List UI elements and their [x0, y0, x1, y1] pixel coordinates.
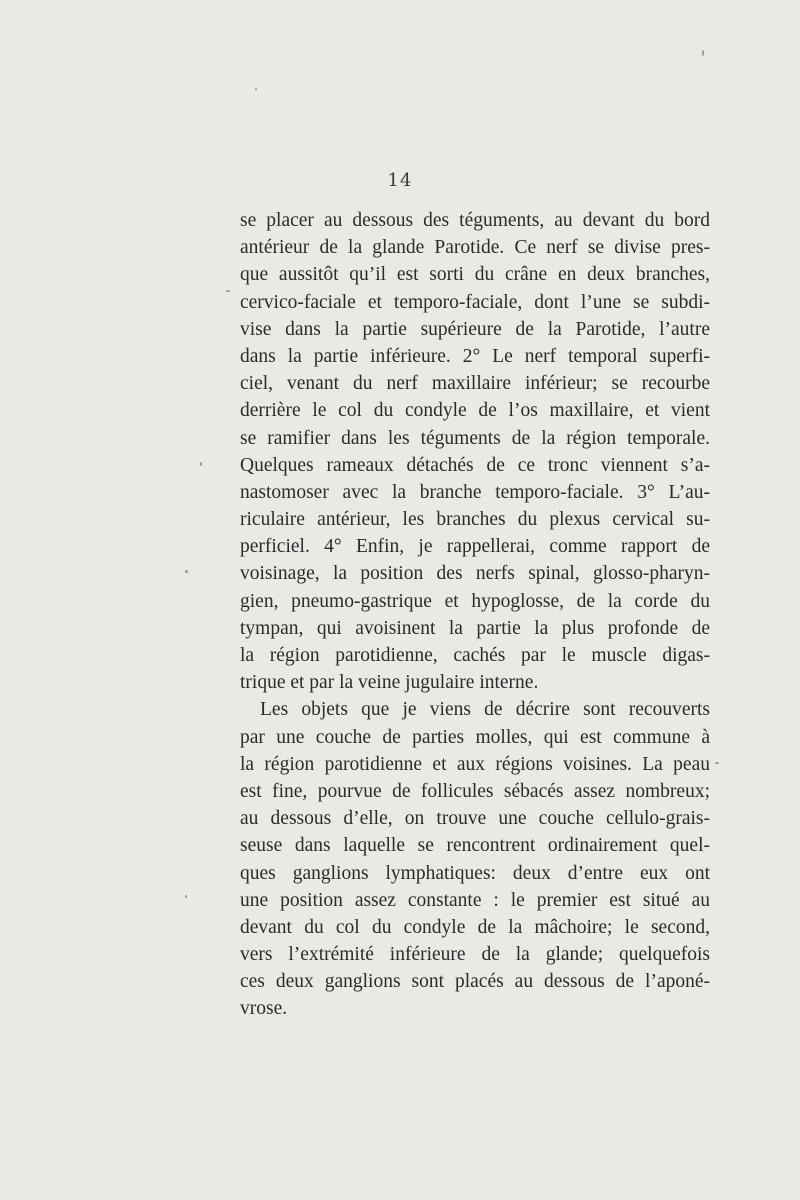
text-line: vise dans la partie supérieure de la Parotide, l’autre	[240, 318, 710, 340]
text-line: Quelques rameaux détachés de ce tronc viennent s’a-	[240, 454, 710, 476]
text-line: se ramifier dans les téguments de la région temporale.	[240, 427, 710, 449]
paper-speck	[200, 462, 202, 466]
text-line: nastomoser avec la branche temporo-faciale. 3° L’au-	[240, 481, 710, 503]
text-line: ces deux ganglions sont placés au dessous de l’aponé-	[240, 971, 710, 993]
text-line: vrose.	[240, 998, 288, 1020]
paragraph-1	[240, 207, 710, 696]
text-line: devant du col du condyle de la mâchoire; le second,	[240, 916, 710, 938]
text-line: tympan, qui avoisinent la partie la plus profonde de	[240, 617, 710, 639]
paper-speck	[702, 50, 704, 56]
text-line: vers l’extrémité inférieure de la glande; quelquefois	[240, 944, 710, 966]
paragraph-2	[240, 696, 710, 1022]
text-line: dans la partie inférieure. 2° Le nerf temporal superfi-	[240, 345, 710, 367]
text-line: seuse dans laquelle se rencontrent ordinairement quel-	[240, 835, 710, 857]
text-line: trique et par la veine jugulaire interne.	[240, 672, 539, 694]
text-line: perficiel. 4° Enfin, je rappellerai, comme rapport de	[240, 536, 710, 558]
text-line: par une couche de parties molles, qui est commune à	[240, 726, 710, 748]
page-number: 14	[387, 170, 413, 191]
text-line: que aussitôt qu’il est sorti du crâne en deux branches,	[240, 264, 710, 286]
text-line: est fine, pourvue de follicules sébacés assez nombreux;	[240, 780, 710, 802]
text-line: se placer au dessous des téguments, au devant du bord	[240, 210, 710, 231]
text-line: gien, pneumo-gastrique et hypoglosse, de la corde du	[240, 590, 710, 612]
text-line: antérieur de la glande Parotide. Ce nerf se divise pres-	[240, 237, 710, 259]
text-line: cervico-faciale et temporo-faciale, dont l’une se subdi-	[240, 291, 710, 313]
paper-speck	[185, 570, 188, 573]
text-line: derrière le col du condyle de l’os maxillaire, et vient	[240, 400, 710, 422]
paper-speck	[226, 290, 230, 292]
text-line: voisinage, la position des nerfs spinal, glosso-pharyn-	[240, 563, 710, 585]
text-line: ques ganglions lymphatiques: deux d’entre eux ont	[240, 862, 710, 884]
text-line: au dessous d’elle, on trouve une couche cellulo-grais-	[240, 808, 710, 830]
text-line: Les objets que je viens de décrire sont recouverts	[260, 699, 710, 721]
text-line: riculaire antérieur, les branches du plexus cervical su-	[240, 509, 710, 531]
text-line: la région parotidienne, cachés par le muscle digas-	[240, 645, 710, 666]
paper-speck	[715, 762, 719, 764]
text-line: la région parotidienne et aux régions voisines. La peau	[240, 753, 710, 775]
paper-speck	[185, 895, 187, 898]
body-text	[240, 207, 710, 1023]
paper-speck	[255, 88, 257, 90]
text-line: une position assez constante : le premier est situé au	[240, 889, 710, 911]
text-line: ciel, venant du nerf maxillaire inférieur; se recourbe	[240, 373, 710, 395]
